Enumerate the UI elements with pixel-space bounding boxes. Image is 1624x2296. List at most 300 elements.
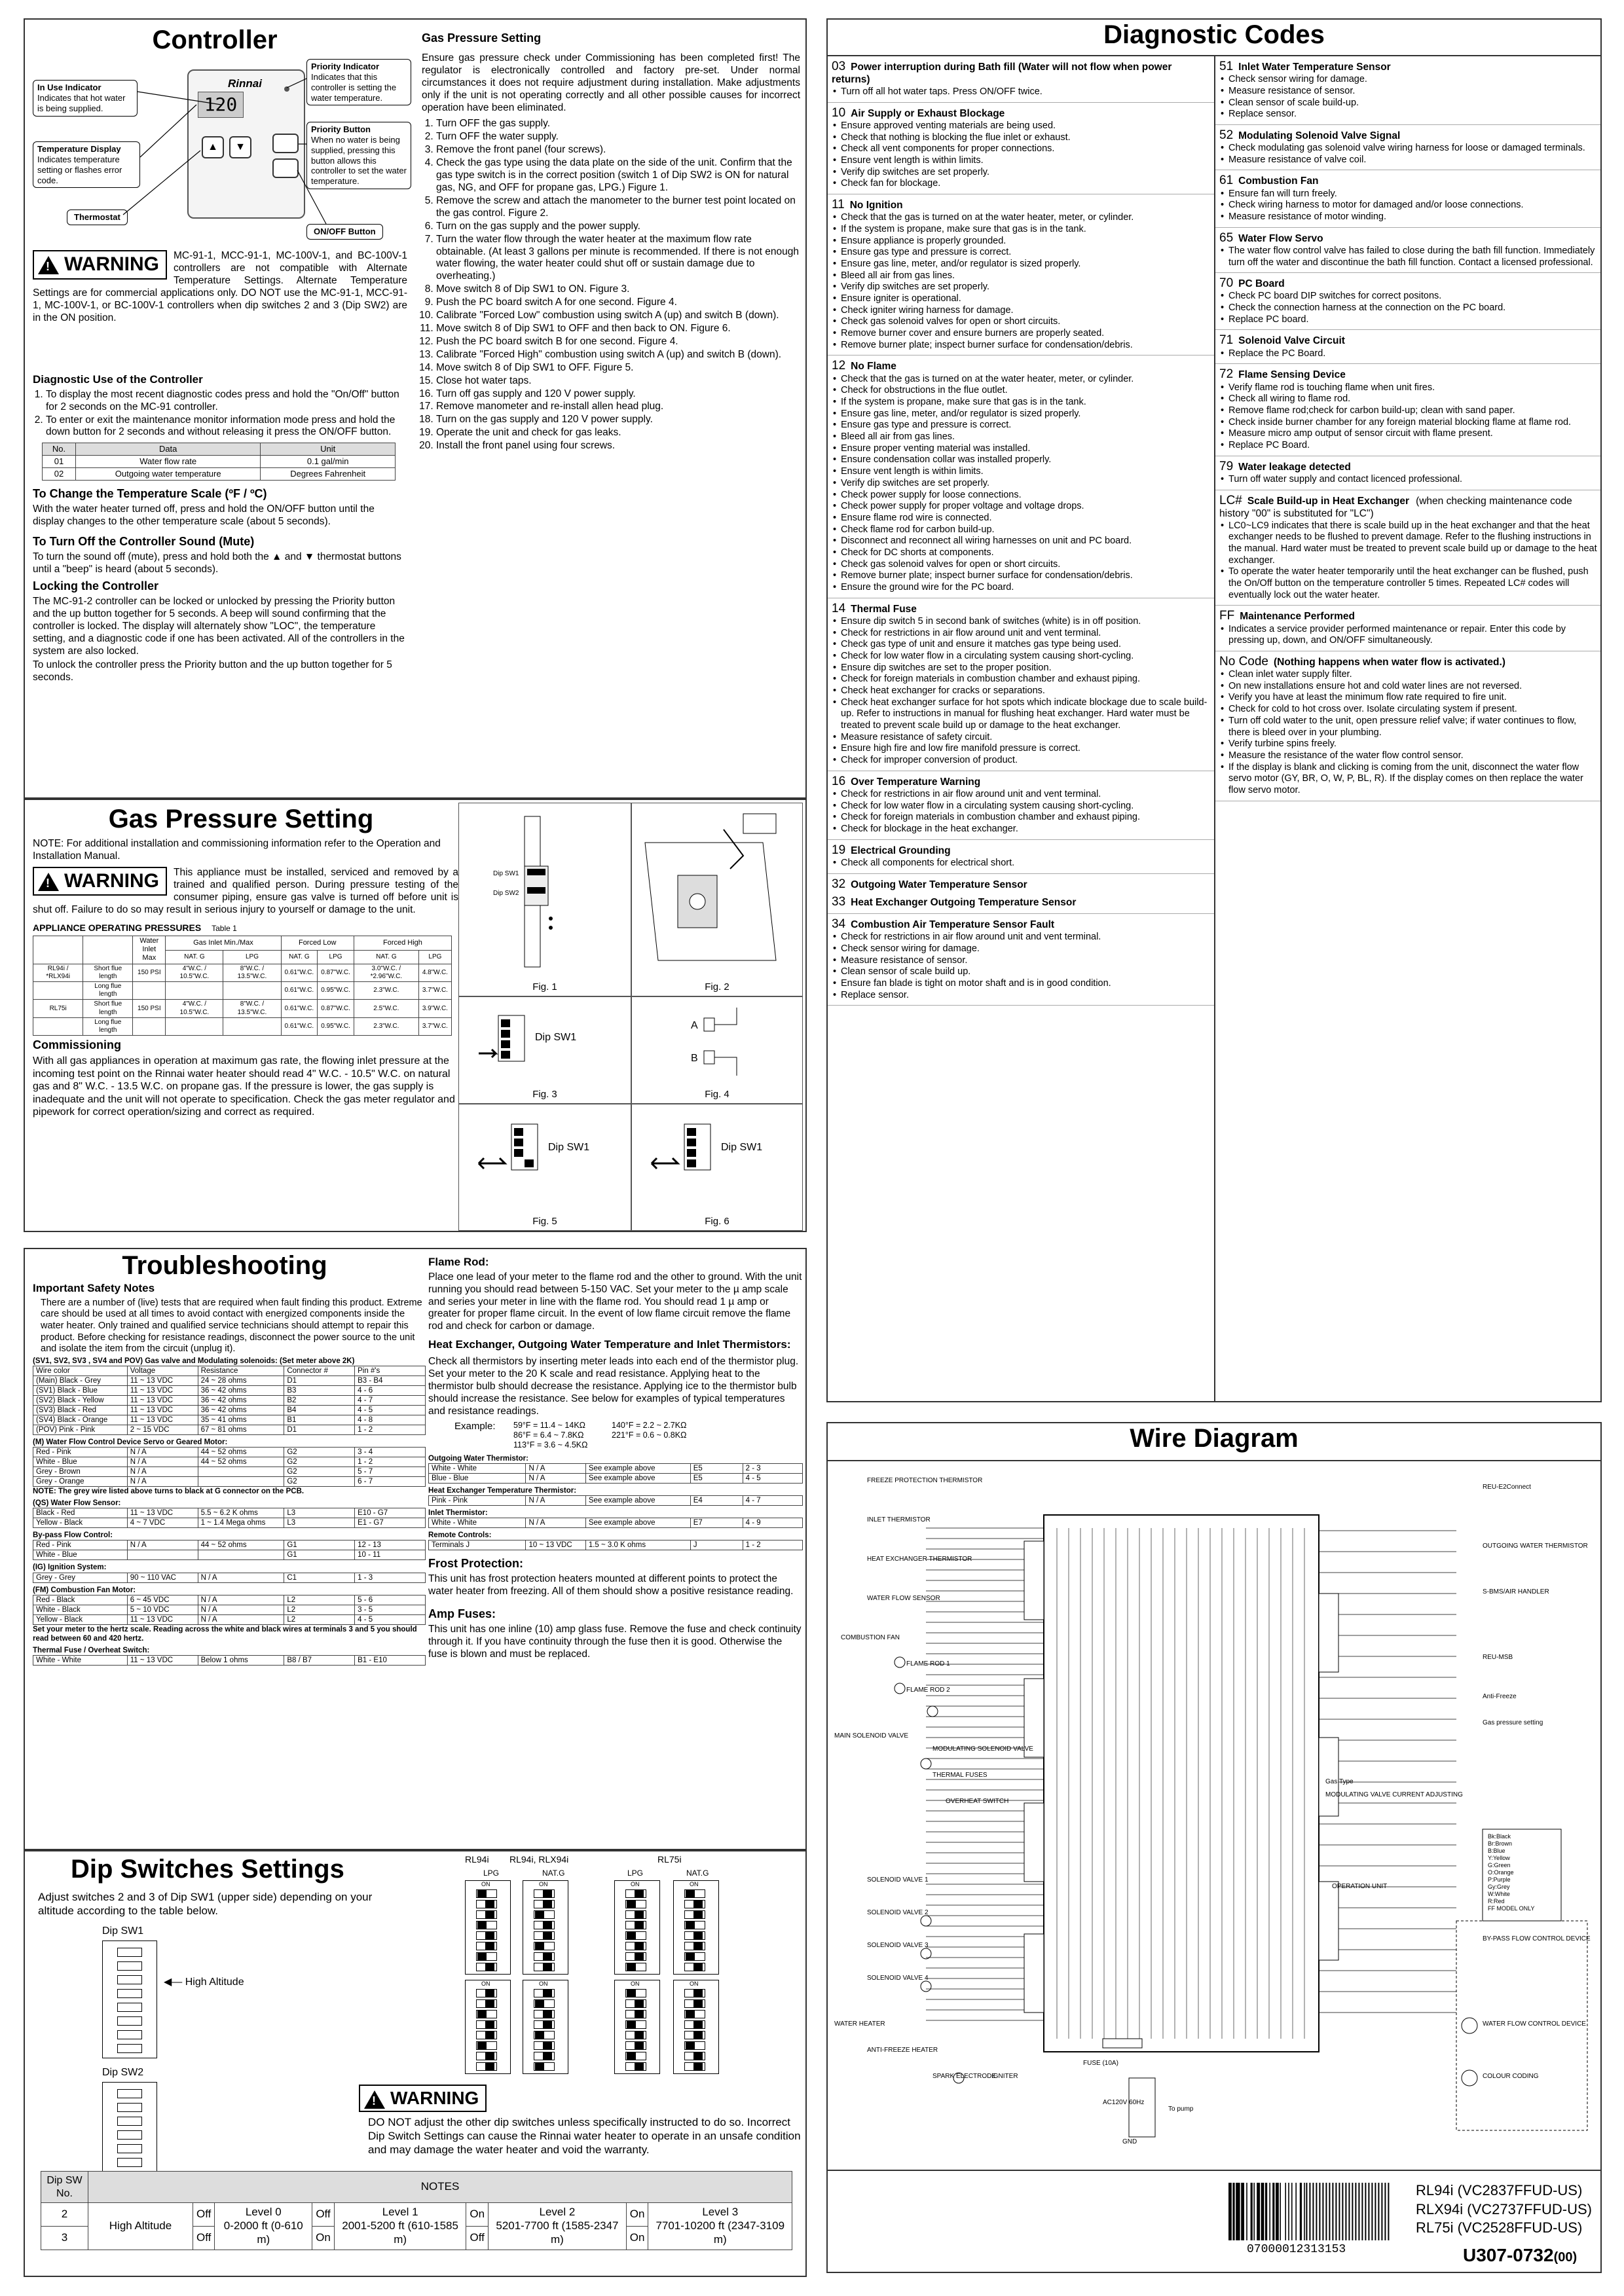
table-cell bbox=[489, 2203, 627, 2250]
dip-switch-track bbox=[684, 2041, 705, 2050]
dip-switch-track bbox=[625, 2041, 646, 2050]
callout-lines bbox=[25, 20, 418, 242]
dip-switch-track bbox=[684, 1999, 705, 2008]
table-section-title: (QS) Water Flow Sensor: bbox=[33, 1499, 121, 1508]
controller-warning-text: MC-91-1, MCC-91-1, MC-100V-1, and BC-100V-1 controllers are not compatible with Alternate Temperature Settings. Alternate Temperature Settings are for commercial applications only. DO NOT use the MC-91-1, MCC-91-1, MC-100V-1, or BC-100V-1 controllers when dip switches 2 and 3 (Dip SW2) are in the ON position. bbox=[33, 250, 407, 323]
barcode-bar bbox=[1338, 2183, 1340, 2240]
list-item: • Check for restrictions in air flow around unit and vent terminal. bbox=[832, 789, 1210, 801]
diagnostic-code-number: 32 bbox=[832, 877, 846, 891]
scale-title: To Change the Temperature Scale (ºF / ºC) bbox=[33, 486, 267, 500]
unlock-text: To unlock the controller press the Priority button and the up button together for 5 seconds. bbox=[33, 659, 392, 683]
callout-priority-indicator-title: Priority Indicator bbox=[311, 62, 380, 71]
diagnostic-code-19 bbox=[828, 840, 1214, 874]
table-cell: 4"W.C. / 10.5"W.C. bbox=[166, 964, 223, 981]
dip-switch-track bbox=[534, 1999, 555, 2008]
dip-title: Dip Switches Settings bbox=[71, 1855, 344, 1884]
dip-switch-slot bbox=[117, 2158, 142, 2167]
table-cell: On bbox=[626, 2227, 648, 2250]
dip-switch-track bbox=[625, 1900, 646, 1908]
diagnostic-code-items bbox=[832, 212, 1210, 351]
table-row bbox=[429, 1474, 803, 1484]
wire-label: ANTI-FREEZE HEATER bbox=[867, 2047, 938, 2054]
table-header: Wire color bbox=[33, 1366, 128, 1376]
table-cell: G2 bbox=[284, 1457, 355, 1467]
list-item: • Check for foreign materials in combustion chamber and exhaust piping. bbox=[832, 812, 1210, 824]
list-item: • Ensure dip switches are set to the proper position. bbox=[832, 663, 1210, 674]
fig6-dipsw: Dip SW1 bbox=[721, 1142, 763, 1153]
flame-rod-title: Flame Rod: bbox=[428, 1256, 489, 1268]
barcode-bar bbox=[1384, 2183, 1386, 2240]
dip-switch-slot bbox=[117, 1975, 142, 1984]
figure-6 bbox=[631, 1104, 803, 1231]
diagnostic-code-title: Thermal Fuse bbox=[851, 603, 917, 615]
callout-in-use-desc: Indicates that hot water is being supplied. bbox=[37, 92, 126, 113]
wire-label: WATER FLOW CONTROL DEVICE bbox=[1483, 2020, 1586, 2028]
table-row bbox=[33, 982, 452, 1000]
table-cell: 2 bbox=[41, 2203, 88, 2227]
model-dip-bank bbox=[673, 1980, 719, 2074]
barcode-bar bbox=[1371, 2183, 1373, 2240]
wire-label: SOLENOID VALVE 4 bbox=[867, 1975, 929, 1982]
table-cell: 12 - 13 bbox=[355, 1540, 426, 1550]
dip-switch-track bbox=[476, 1910, 497, 1919]
barcode-bar bbox=[1345, 2183, 1346, 2240]
diagnostic-code-header bbox=[832, 59, 1210, 86]
dip-switch-track bbox=[476, 1900, 497, 1908]
wire-label: COMBUSTION FAN bbox=[841, 1634, 900, 1641]
list-item: • Ensure appliance is properly grounded. bbox=[832, 236, 1210, 247]
pressure-table-label: Table 1 bbox=[212, 924, 237, 934]
barcode-bar bbox=[1325, 2183, 1327, 2240]
figure-1 bbox=[458, 803, 631, 996]
dip-switch-track bbox=[625, 1999, 646, 2008]
list-item: • Remove burner cover and ensure burners are properly seated. bbox=[832, 328, 1210, 340]
component-icon bbox=[895, 1683, 905, 1694]
dip-switch-slot bbox=[117, 1961, 142, 1971]
example-value: 221°F = 0.6 ~ 0.8KΩ bbox=[612, 1430, 687, 1440]
diagnostic-code-number: LC# bbox=[1219, 493, 1242, 507]
figure-5-caption: Fig. 5 bbox=[532, 1215, 557, 1227]
list-item: • Check that the gas is turned on at the water heater, meter, or cylinder. bbox=[832, 374, 1210, 386]
dip-switch-slot bbox=[117, 2144, 142, 2153]
table-cell bbox=[198, 1467, 284, 1477]
troubleshooting-tables bbox=[33, 1357, 426, 1665]
list-item: • Remove burner plate; inspect burner surface for condensation/debris. bbox=[832, 340, 1210, 352]
connector-block bbox=[1319, 1738, 1338, 1816]
model-dip-bank bbox=[465, 1980, 511, 2074]
list-item: • Ensure gas type and pressure is correct. bbox=[832, 247, 1210, 259]
table-cell: 8"W.C. / 13.5"W.C. bbox=[223, 1000, 281, 1017]
diagnostic-code-items bbox=[832, 789, 1210, 835]
table-cell: N / A bbox=[127, 1448, 198, 1457]
list-item: • Check igniter wiring harness for damage. bbox=[832, 305, 1210, 317]
troubleshooting-right bbox=[428, 1256, 803, 1662]
table-cell: B2 bbox=[284, 1396, 355, 1406]
barcode-bar bbox=[1375, 2183, 1376, 2240]
table-header: NOTES bbox=[88, 2172, 792, 2203]
gas-step: 2. Turn OFF the water supply. bbox=[436, 131, 800, 143]
table-cell: White - Blue bbox=[33, 1457, 128, 1467]
table-cell: 0.61"W.C. bbox=[281, 1017, 318, 1035]
table-cell: 150 PSI bbox=[133, 1000, 166, 1017]
diagnostic-codes-panel bbox=[826, 18, 1602, 1402]
wire-label: OUTGOING WATER THERMISTOR bbox=[1483, 1542, 1588, 1550]
callout-onoff-button: ON/OFF Button bbox=[306, 224, 383, 240]
dip-switch-track bbox=[625, 1942, 646, 1950]
barcode-bar bbox=[1319, 2183, 1320, 2240]
dip-switch-track bbox=[684, 1952, 705, 1961]
list-item: • Check sensor wiring for damage. bbox=[1219, 74, 1598, 86]
wire-label: SOLENOID VALVE 2 bbox=[867, 1909, 929, 1916]
table-cell: 5 - 6 bbox=[355, 1595, 426, 1605]
list-item: • Ensure dip switch 5 in second bank of switches (white) is in off position. bbox=[832, 616, 1210, 628]
dip-switch-track bbox=[684, 1963, 705, 1971]
dip-switch-track bbox=[684, 2031, 705, 2039]
table-cell: 0.1 gal/min bbox=[261, 456, 396, 468]
table-row bbox=[33, 1614, 426, 1624]
table-cell: E1 - G7 bbox=[355, 1518, 426, 1528]
wire-label: OVERHEAT SWITCH bbox=[946, 1798, 1009, 1805]
table-header: Pin #'s bbox=[355, 1366, 426, 1376]
dip-switch-track bbox=[534, 2031, 555, 2039]
table-row bbox=[41, 2203, 792, 2227]
dip-switch-track bbox=[625, 2052, 646, 2060]
list-item: • Ensure gas line, meter, and/or regulator is sized properly. bbox=[832, 409, 1210, 420]
diagnostic-code-header bbox=[1219, 459, 1598, 474]
barcode-bar bbox=[1269, 2183, 1270, 2240]
diagnostic-code-03 bbox=[828, 56, 1214, 103]
troubleshooting-panel bbox=[24, 1248, 807, 1850]
level-0: Level 0 bbox=[245, 2206, 282, 2219]
wire-label: SOLENOID VALVE 3 bbox=[867, 1942, 929, 1949]
fig5-dipsw: Dip SW1 bbox=[548, 1142, 590, 1153]
figure-2-caption: Fig. 2 bbox=[705, 981, 729, 993]
diagnostic-code-items bbox=[1219, 382, 1598, 452]
table-cell: 1 ~ 1.4 Mega ohms bbox=[198, 1518, 284, 1528]
table-row bbox=[33, 1376, 426, 1386]
dip-switch-track bbox=[476, 1999, 497, 2008]
table-cell: (SV4) Black - Orange bbox=[33, 1415, 128, 1425]
dip-switch-track bbox=[534, 1942, 555, 1950]
diagnostic-code-header bbox=[832, 105, 1210, 120]
callout-in-use-title: In Use Indicator bbox=[37, 82, 101, 92]
table-cell: Grey - Orange bbox=[33, 1477, 128, 1487]
table-header: LPG bbox=[223, 950, 281, 964]
dip-switch-track bbox=[476, 2031, 497, 2039]
list-item: • Ensure fan will turn freely. bbox=[1219, 189, 1598, 200]
table-cell: 6 - 7 bbox=[355, 1477, 426, 1487]
table-section-title: Remote Controls: bbox=[428, 1531, 492, 1540]
dip-text: Adjust switches 2 and 3 of Dip SW1 (upper side) depending on your altitude according to the table below. bbox=[38, 1891, 373, 1917]
list-item: • Bleed all air from gas lines. bbox=[832, 431, 1210, 443]
table-section-title: Thermal Fuse / Overheat Switch: bbox=[33, 1646, 150, 1654]
wire-label: INLET THERMISTOR bbox=[867, 1516, 931, 1523]
table-cell: N / A bbox=[198, 1614, 284, 1624]
table-row bbox=[429, 1540, 803, 1550]
diagnostic-code-number: 19 bbox=[832, 843, 846, 857]
table-cell: Red - Black bbox=[33, 1595, 128, 1605]
gas-step: 1. Turn OFF the gas supply. bbox=[436, 118, 800, 130]
diagnostic-code-items bbox=[1219, 189, 1598, 223]
list-item: • Bleed all air from gas lines. bbox=[832, 270, 1210, 282]
mute-text: To turn the sound off (mute), press and hold both the ▲ and ▼ thermostat buttons until a "beep" is heard (about 5 seconds). bbox=[33, 551, 401, 575]
dip-switch-track bbox=[684, 1900, 705, 1908]
lock-title: Locking the Controller bbox=[33, 579, 159, 593]
pressure-table-title: APPLIANCE OPERATING PRESSURES bbox=[33, 922, 202, 934]
gas-step: 15. Close hot water taps. bbox=[436, 375, 800, 388]
dip-on-label: ON bbox=[481, 1881, 490, 1887]
table-cell: G1 bbox=[284, 1540, 355, 1550]
dip-model-3: RL75i bbox=[657, 1854, 682, 1865]
part-number bbox=[1463, 2244, 1577, 2267]
table-cell: 1 - 3 bbox=[355, 1573, 426, 1582]
gas-warning-badge bbox=[33, 867, 167, 896]
table-cell: N / A bbox=[526, 1496, 585, 1506]
dip-switch-panel bbox=[24, 1850, 807, 2277]
diagnostic-use-section bbox=[33, 369, 407, 685]
colour-code: Br:Brown bbox=[1488, 1840, 1513, 1847]
connector-block bbox=[1319, 1882, 1338, 1960]
dip-switch-track bbox=[534, 1900, 555, 1908]
diagnostic-code-12 bbox=[828, 355, 1214, 598]
table-row bbox=[33, 1406, 426, 1415]
barcode-bar bbox=[1265, 2183, 1267, 2240]
diagnostic-code-items bbox=[832, 120, 1210, 190]
gas-pressure-note: NOTE: For additional installation and commissioning information refer to the Operation and Installation Manual. bbox=[33, 838, 441, 862]
diagnostic-code-16 bbox=[828, 771, 1214, 840]
table-row bbox=[43, 468, 396, 481]
barcode-bar bbox=[1388, 2183, 1389, 2240]
resistance-table bbox=[428, 1518, 803, 1528]
figure-2-drawing bbox=[632, 803, 802, 974]
dip-switch-track bbox=[684, 1921, 705, 1929]
table-cell bbox=[33, 1017, 83, 1035]
table-cell: 1.5 ~ 3.0 K ohms bbox=[585, 1540, 690, 1550]
gas-step: 14. Move switch 8 of Dip SW1 to OFF. Figure 5. bbox=[436, 362, 800, 374]
diagnostic-code-11 bbox=[828, 194, 1214, 355]
diagnostic-code-number: 65 bbox=[1219, 230, 1234, 245]
table-cell: Terminals J bbox=[429, 1540, 526, 1550]
pressure-table bbox=[33, 936, 452, 1036]
barcode-bar bbox=[1280, 2183, 1281, 2240]
level-2-range: 5201-7700 ft (1585-2347 m) bbox=[496, 2219, 619, 2246]
controller-title: Controller bbox=[152, 26, 278, 54]
table-cell: 67 ~ 81 ohms bbox=[198, 1425, 284, 1435]
diagnostic-code-no-code bbox=[1215, 651, 1602, 801]
barcode-bar bbox=[1276, 2183, 1279, 2240]
table-cell: 2 - 3 bbox=[743, 1464, 802, 1474]
table-cell: 0.61"W.C. bbox=[281, 964, 318, 981]
table-cell: 0.61"W.C. bbox=[281, 982, 318, 1000]
diagnostic-code-items bbox=[1219, 291, 1598, 325]
colour-code: Gy:Grey bbox=[1488, 1884, 1510, 1890]
up-button[interactable]: ▲ bbox=[202, 136, 224, 158]
table-cell: Blue - Blue bbox=[429, 1474, 526, 1484]
pcb-outline bbox=[1044, 1515, 1319, 2052]
flame-rod-text: Place one lead of your meter to the flame rod and the other to ground. With the unit running you should read between 5-150 VAC. Set your meter to the µ amp scale and series your meter in line with the flame rod. You should read 1 µ amp or greater for proper flame circuit. In the event of low flame circuit remove the flame rod and check for carbon or damage. bbox=[428, 1271, 802, 1332]
gas-setting-steps-list bbox=[436, 118, 800, 452]
model-dip-bank bbox=[673, 1880, 719, 1975]
table-cell: 4 - 5 bbox=[355, 1614, 426, 1624]
dip-gas-4: NAT.G bbox=[686, 1868, 709, 1878]
diagnostic-code-61 bbox=[1215, 170, 1602, 227]
table-cell: 0.87"W.C. bbox=[318, 1000, 354, 1017]
diagnostic-code-items bbox=[832, 86, 1210, 98]
dip-switch-track bbox=[625, 1910, 646, 1919]
diagnostic-code-number: 12 bbox=[832, 359, 846, 373]
diagnostic-code-number: 11 bbox=[832, 198, 845, 212]
table-cell: White - Blue bbox=[33, 1550, 128, 1560]
list-item: • Verify dip switches are set properly. bbox=[832, 478, 1210, 490]
table-cell: N / A bbox=[198, 1595, 284, 1605]
dip-switch-slot bbox=[117, 2117, 142, 2126]
dip-switch-slot bbox=[117, 2016, 142, 2026]
table-cell: (SV2) Black - Yellow bbox=[33, 1396, 128, 1406]
diagnostic-code-items bbox=[832, 616, 1210, 767]
diagnostic-code-title: No Flame bbox=[851, 361, 896, 373]
dip-switch-track bbox=[534, 2052, 555, 2060]
figure-1-drawing bbox=[459, 803, 631, 974]
diagnostic-code-header bbox=[832, 601, 1210, 616]
colour-code: Y:Yellow bbox=[1488, 1855, 1510, 1861]
diagnostic-code-header bbox=[1219, 173, 1598, 188]
diagnostic-title: Diagnostic Codes bbox=[828, 20, 1600, 56]
table-cell: Degrees Fahrenheit bbox=[261, 468, 396, 481]
diagnostic-code-header bbox=[1219, 230, 1598, 246]
gas-warning-word: WARNING bbox=[64, 869, 159, 892]
dip-switch-track bbox=[534, 1889, 555, 1898]
table-row bbox=[33, 1366, 426, 1376]
table-cell: 11 ~ 13 VDC bbox=[127, 1508, 198, 1518]
diagnostic-code-number: 34 bbox=[832, 917, 846, 931]
table-cell: N / A bbox=[127, 1467, 198, 1477]
model-dip-bank bbox=[614, 1980, 660, 2074]
table-cell: G1 bbox=[284, 1550, 355, 1560]
table-cell: E4 bbox=[690, 1496, 743, 1506]
wire-label: Gas Type bbox=[1325, 1778, 1354, 1785]
table-cell: E5 bbox=[690, 1474, 743, 1484]
list-item: • Check sensor wiring for damage. bbox=[832, 943, 1210, 955]
list-item: • On new installations ensure hot and cold water lines are not reversed. bbox=[1219, 681, 1598, 693]
diagnostic-code-items bbox=[832, 932, 1210, 1001]
gas-step: 10. Calibrate "Forced Low" combustion using switch A (up) and switch B (down). bbox=[436, 310, 800, 322]
controller-warning-badge bbox=[33, 250, 167, 280]
dip-switch-track bbox=[684, 2010, 705, 2018]
table-cell bbox=[166, 1017, 223, 1035]
table-cell: On bbox=[312, 2227, 335, 2250]
list-item: • Turn off cold water to the unit, open pressure relief valve; if water continues to flow, there is bleed over in your plumbing. bbox=[1219, 716, 1598, 738]
barcode-bar bbox=[1232, 2183, 1234, 2240]
table-row bbox=[33, 1573, 426, 1582]
gas-step: 12. Push the PC board switch B for one second. Figure 4. bbox=[436, 336, 800, 348]
diagnostic-code-51 bbox=[1215, 56, 1602, 125]
diagnostic-code-title: Air Supply or Exhaust Blockage bbox=[851, 107, 1005, 119]
table-header: LPG bbox=[318, 950, 354, 964]
down-button[interactable]: ▼ bbox=[229, 136, 251, 158]
table-cell: B1 bbox=[284, 1415, 355, 1425]
list-item: • Check gas type of unit and ensure it matches gas type being used. bbox=[832, 639, 1210, 651]
list-item: • Measure resistance of valve coil. bbox=[1219, 155, 1598, 166]
model-dip-bank bbox=[614, 1880, 660, 1975]
example-value: 140°F = 2.2 ~ 2.7KΩ bbox=[612, 1420, 687, 1430]
barcode-bar bbox=[1361, 2183, 1363, 2240]
barcode-bar bbox=[1246, 2183, 1247, 2240]
table-cell: See example above bbox=[585, 1496, 690, 1506]
wire-label: Gas pressure setting bbox=[1483, 1719, 1543, 1726]
table-cell: L2 bbox=[284, 1614, 355, 1624]
figure-4-caption: Fig. 4 bbox=[705, 1088, 729, 1100]
table-cell: B8 / B7 bbox=[284, 1655, 355, 1665]
barcode-bar bbox=[1309, 2183, 1310, 2240]
colour-code: W:White bbox=[1488, 1891, 1510, 1897]
diagnostic-code-title: Water leakage detected bbox=[1238, 461, 1351, 473]
table-cell: 4 ~ 7 VDC bbox=[127, 1518, 198, 1528]
table-cell bbox=[198, 1477, 284, 1487]
table-cell: On bbox=[466, 2203, 489, 2227]
table-cell: 44 ~ 52 ohms bbox=[198, 1448, 284, 1457]
table-cell: Long flue length bbox=[83, 1017, 133, 1035]
table-cell: 10 - 11 bbox=[355, 1550, 426, 1560]
table-cell: (SV3) Black - Red bbox=[33, 1406, 128, 1415]
gas-step: 6. Turn on the gas supply and the power supply. bbox=[436, 221, 800, 233]
table-cell: See example above bbox=[585, 1474, 690, 1484]
table-row bbox=[33, 1550, 426, 1560]
list-item: • Remove flame rod;check for carbon build-up; clean with sand paper. bbox=[1219, 405, 1598, 417]
wire-label: S-BMS/AIR HANDLER bbox=[1483, 1588, 1549, 1595]
table-cell: 0.95"W.C. bbox=[318, 982, 354, 1000]
list-item: • If the system is propane, make sure that gas is in the tank. bbox=[832, 397, 1210, 409]
diagnostic-code-number: 71 bbox=[1219, 333, 1234, 348]
dip-switch-track bbox=[534, 2062, 555, 2071]
table-cell: L2 bbox=[284, 1605, 355, 1614]
list-item: • Check wiring harness to motor for damaged and/or loose connections. bbox=[1219, 200, 1598, 211]
table-header: NAT. G bbox=[166, 950, 223, 964]
dip-switch-track bbox=[684, 1989, 705, 1997]
table-header: Connector # bbox=[284, 1366, 355, 1376]
wire-label: FREEZE PROTECTION THERMISTOR bbox=[867, 1477, 983, 1484]
list-item: • Verify dip switches are set properly. bbox=[832, 282, 1210, 293]
diagnostic-code-header bbox=[1219, 608, 1598, 623]
diagnostic-code-title: Combustion Fan bbox=[1238, 175, 1319, 187]
table-header: LPG bbox=[418, 950, 451, 964]
dip-switch-track bbox=[625, 2010, 646, 2018]
fig4-a: A bbox=[691, 1020, 698, 1031]
list-item: • Ensure vent length is within limits. bbox=[832, 155, 1210, 167]
list-item: • Check for improper conversion of product. bbox=[832, 755, 1210, 767]
list-item: • Check for low water flow in a circulating system causing short-cycling. bbox=[832, 651, 1210, 663]
dip-switch-slot bbox=[117, 2030, 142, 2039]
dip-switch-track bbox=[534, 1931, 555, 1940]
callout-priority-button-desc: When no water is being supplied, pressing this button allows this controller to set the water temperature. bbox=[311, 134, 407, 187]
table-row bbox=[33, 1508, 426, 1518]
diagnostic-code-title: Outgoing Water Temperature Sensor bbox=[851, 879, 1027, 890]
table-cell: E7 bbox=[690, 1518, 743, 1528]
diagnostic-code-header bbox=[832, 917, 1210, 932]
diagnostic-code-header bbox=[1219, 333, 1598, 348]
list-item: • Check the connection harness at the connection on the PC board. bbox=[1219, 302, 1598, 314]
dip-switch-track bbox=[625, 1921, 646, 1929]
list-item: • Verify turbine spins freely. bbox=[1219, 738, 1598, 750]
table-section-title: Heat Exchanger Temperature Thermistor: bbox=[428, 1487, 577, 1495]
level-3-range: 7701-10200 ft (2347-3109 m) bbox=[655, 2219, 785, 2246]
diagnostic-code-title: Modulating Solenoid Valve Signal bbox=[1238, 130, 1401, 141]
diagnostic-code-title: Solenoid Valve Circuit bbox=[1238, 335, 1345, 347]
barcode-bar bbox=[1288, 2183, 1289, 2240]
table-cell: 2 ~ 15 VDC bbox=[127, 1425, 198, 1435]
dip-switch-track bbox=[476, 1889, 497, 1898]
dip-switch-track bbox=[476, 2010, 497, 2018]
wire-diagram-panel bbox=[826, 1422, 1602, 2273]
